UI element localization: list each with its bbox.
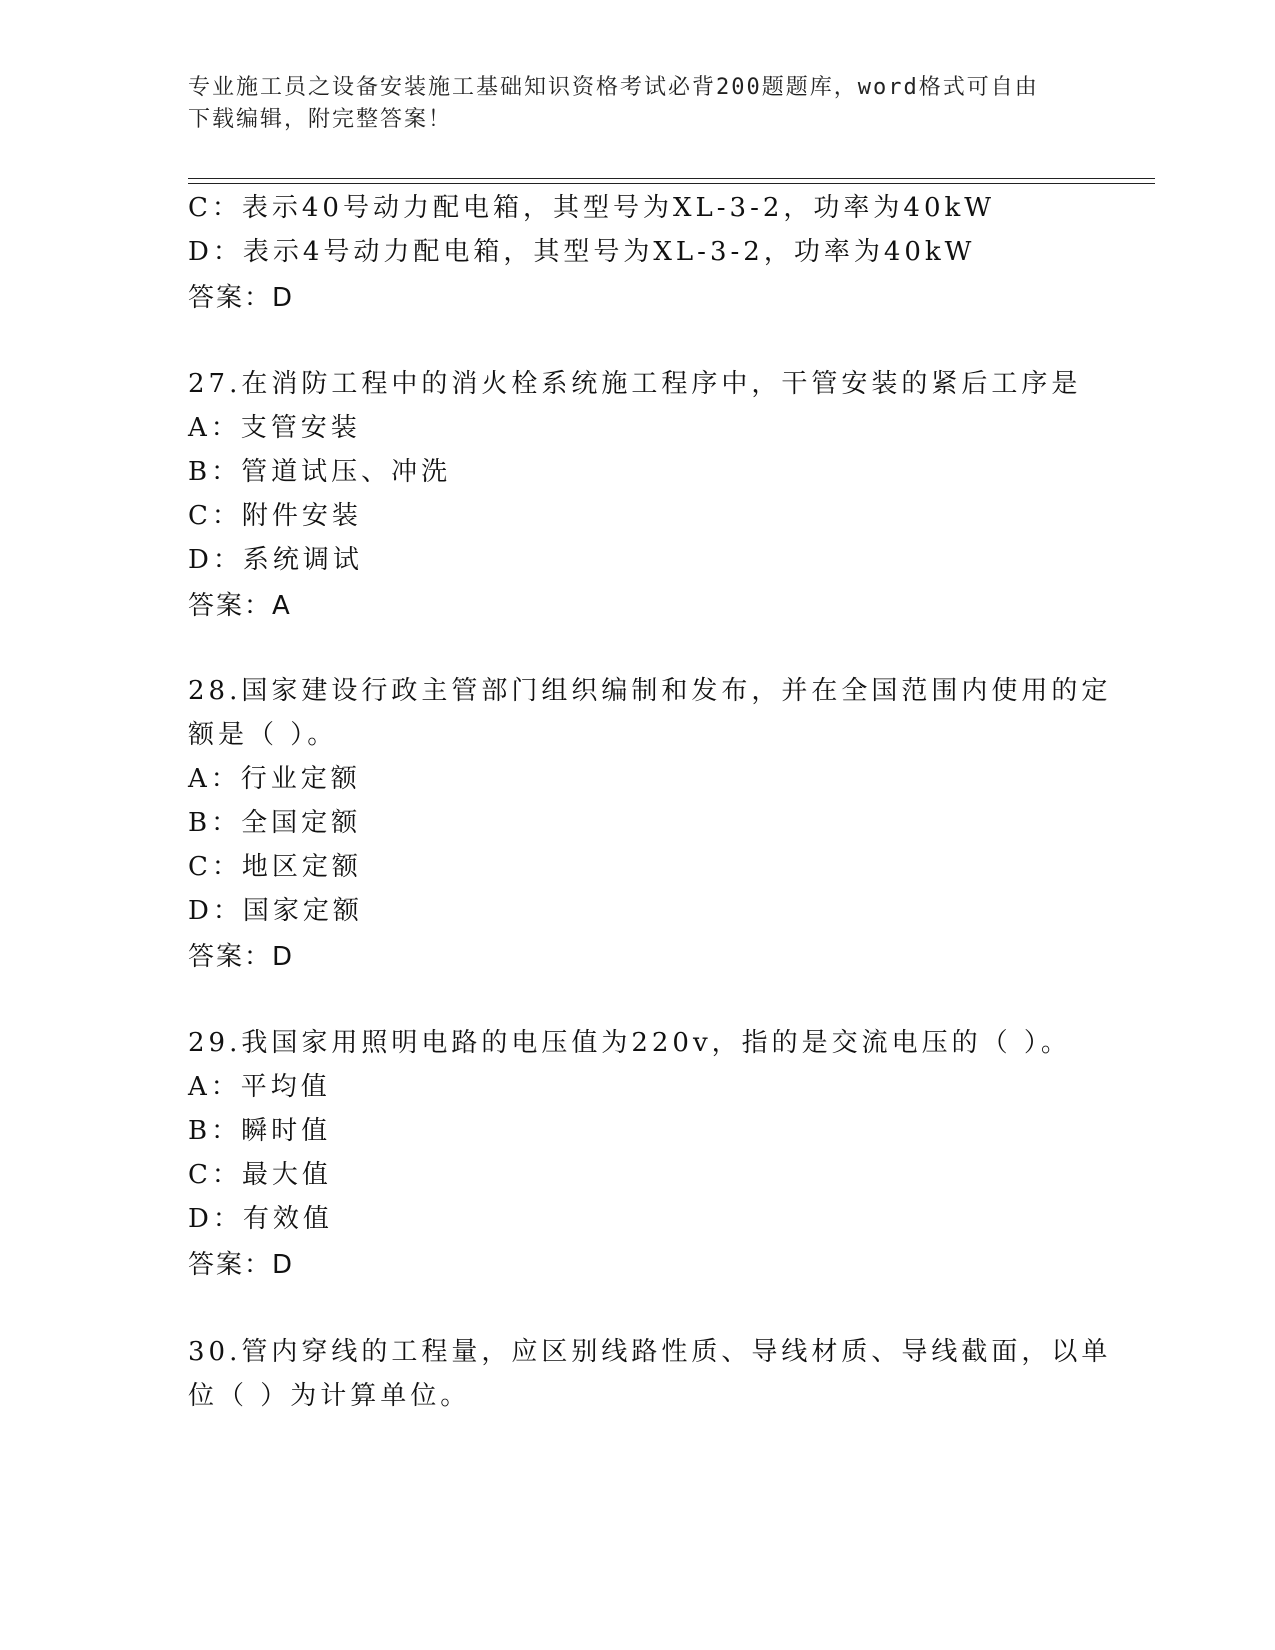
q28-option-c: C：地区定额 <box>188 852 362 882</box>
q29-answer: 答案：D <box>188 1250 295 1280</box>
q29-option-c: C：最大值 <box>188 1160 332 1190</box>
q27-stem: 27.在消防工程中的消火栓系统施工程序中，干管安装的紧后工序是 <box>188 369 1082 399</box>
q26-option-c: C：表示40号动力配电箱，其型号为XL-3-2，功率为40kW <box>188 193 995 223</box>
q27-option-d: D：系统调试 <box>188 545 363 575</box>
q27-answer: 答案：A <box>188 591 292 621</box>
q28-option-d: D：国家定额 <box>188 896 363 926</box>
q28-answer: 答案：D <box>188 942 295 972</box>
q27-option-a: A：支管安装 <box>188 413 361 443</box>
q26-answer: 答案：D <box>188 283 295 313</box>
q28-stem-line-1: 28.国家建设行政主管部门组织编制和发布，并在全国范围内使用的定 <box>188 676 1112 706</box>
q28-option-b: B：全国定额 <box>188 808 362 838</box>
q29-option-d: D：有效值 <box>188 1204 333 1234</box>
q27-option-b: B：管道试压、冲洗 <box>188 457 452 487</box>
q26-option-d: D：表示4号动力配电箱，其型号为XL-3-2，功率为40kW <box>188 237 976 267</box>
document-header <box>188 72 1068 136</box>
header-line-2: 下载编辑，附完整答案！ <box>188 107 453 132</box>
header-rule-top <box>188 178 1155 179</box>
header-rule-bottom <box>188 183 1155 184</box>
q28-stem-line-2: 额是（ ）。 <box>188 720 338 750</box>
q27-option-c: C：附件安装 <box>188 501 362 531</box>
q30-stem-line-2: 位（ ）为计算单位。 <box>188 1381 471 1411</box>
header-line-1: 专业施工员之设备安装施工基础知识资格考试必背200题题库，word格式可自由 <box>188 75 1039 100</box>
q29-stem: 29.我国家用照明电路的电压值为220v，指的是交流电压的（ ）。 <box>188 1028 1071 1058</box>
q28-option-a: A：行业定额 <box>188 764 361 794</box>
q29-option-b: B：瞬时值 <box>188 1116 332 1146</box>
q29-option-a: A：平均值 <box>188 1072 331 1102</box>
q30-stem-line-1: 30.管内穿线的工程量，应区别线路性质、导线材质、导线截面，以单 <box>188 1337 1112 1367</box>
